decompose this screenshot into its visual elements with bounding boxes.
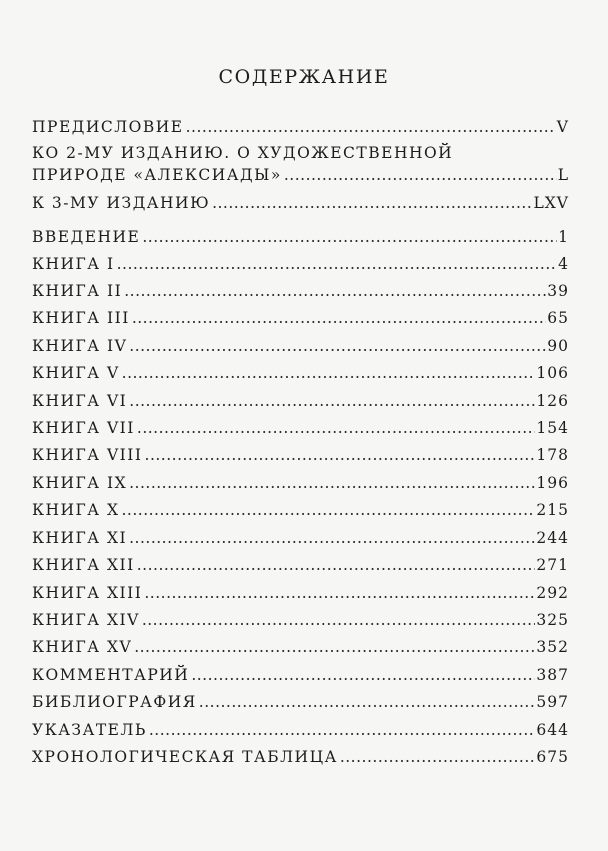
dot-leader: [129, 390, 535, 412]
toc-entry: [32, 444, 569, 466]
toc-entry-label: КНИГА XV: [32, 638, 133, 656]
dot-leader: [284, 164, 557, 186]
toc-entry-label: КНИГА X: [32, 501, 120, 519]
toc-entry: [32, 226, 569, 248]
dot-leader: [199, 691, 536, 713]
toc-entry-page: 244: [536, 529, 569, 547]
toc-entry-label: ХРОНОЛОГИЧЕСКАЯ ТАБЛИЦА: [32, 748, 338, 766]
toc-entry-page: 215: [536, 501, 569, 519]
toc-entry-label: КНИГА IV: [32, 337, 128, 355]
toc-entry-label: УКАЗАТЕЛЬ: [32, 721, 147, 739]
toc-entry-page: 4: [558, 255, 569, 273]
toc-entry-page: 126: [536, 392, 569, 410]
toc-entry-label: КНИГА XII: [32, 556, 135, 574]
dot-leader: [122, 499, 536, 521]
dot-leader: [134, 636, 535, 658]
toc-entry: [32, 335, 569, 357]
dot-leader: [145, 444, 536, 466]
toc-entry: [32, 142, 569, 186]
dot-leader: [149, 719, 536, 741]
toc-entry-label: ПРИРОДЕ «АЛЕКСИАДЫ»: [32, 166, 282, 184]
dot-leader: [340, 746, 536, 768]
toc-entry-label: КНИГА XIV: [32, 611, 140, 629]
toc-entry: [32, 362, 569, 384]
toc-entry-label: КНИГА II: [32, 282, 123, 300]
toc-entry-page: 196: [536, 474, 569, 492]
toc-entry-page: 292: [536, 584, 569, 602]
dot-leader: [137, 554, 536, 576]
toc-entry-page: 106: [536, 364, 569, 382]
toc-entry: [32, 499, 569, 521]
dot-leader: [129, 472, 535, 494]
toc-entry: [32, 664, 569, 686]
toc-entry-label: ПРЕДИСЛОВИЕ: [32, 118, 184, 136]
toc-entry-label: КНИГА I: [32, 255, 115, 273]
dot-leader: [124, 280, 546, 302]
toc-entry: [32, 582, 569, 604]
toc-entry-label: КНИГА XIII: [32, 584, 143, 602]
toc-entry: [32, 691, 569, 713]
toc-entry-page: 154: [536, 419, 569, 437]
dot-leader: [129, 335, 546, 357]
dot-leader: [186, 116, 556, 138]
dot-leader: [137, 417, 536, 439]
toc-entry-page: L: [557, 166, 569, 184]
toc-entry: [32, 719, 569, 741]
toc-entry: [32, 116, 569, 138]
toc-entry-page: 644: [536, 721, 569, 739]
toc-entry-page: 271: [536, 556, 569, 574]
dot-leader: [142, 609, 536, 631]
toc-entry: [32, 253, 569, 275]
toc-entry-label-line1: КО 2-МУ ИЗДАНИЮ. О ХУДОЖЕСТВЕННОЙ: [32, 144, 454, 162]
toc-entry: [32, 609, 569, 631]
dot-leader: [132, 307, 546, 329]
dot-leader: [142, 226, 557, 248]
toc-entry-page: V: [556, 118, 569, 136]
toc-entry-page: 1: [558, 228, 569, 246]
toc-entry-page: 325: [536, 611, 569, 629]
toc-entry-label: КНИГА IX: [32, 474, 128, 492]
toc-entry-label: КНИГА V: [32, 364, 120, 382]
toc-entry-page: 39: [547, 282, 569, 300]
toc-entry: [32, 527, 569, 549]
toc-entry-label: КНИГА III: [32, 309, 130, 327]
toc-entry: [32, 192, 569, 214]
toc-entry-label: КНИГА VII: [32, 419, 135, 437]
dot-leader: [212, 192, 532, 214]
dot-leader: [117, 253, 558, 275]
toc-entry: [32, 390, 569, 412]
toc-entry-label: ВВЕДЕНИЕ: [32, 228, 141, 246]
toc-entry-label: КНИГА VI: [32, 392, 128, 410]
toc-entry-page: 178: [536, 446, 569, 464]
toc-entry: [32, 554, 569, 576]
toc-entry-label: КНИГА XI: [32, 529, 128, 547]
toc-entry-page: 597: [536, 693, 569, 711]
toc-entry-page: LXV: [533, 194, 569, 212]
toc-entry: [32, 280, 569, 302]
toc-entry-page: 352: [536, 638, 569, 656]
toc-entry-page: 387: [536, 666, 569, 684]
toc-entry-page: 90: [547, 337, 569, 355]
dot-leader: [129, 527, 535, 549]
toc-entry-label: КОММЕНТАРИЙ: [32, 666, 190, 684]
dot-leader: [122, 362, 536, 384]
toc-entry: [32, 472, 569, 494]
dot-leader: [191, 664, 535, 686]
toc-entry: [32, 307, 569, 329]
toc-entry: [32, 746, 569, 768]
toc-entry: [32, 636, 569, 658]
toc-entry-page: 65: [547, 309, 569, 327]
toc-entry-label: КНИГА VIII: [32, 446, 143, 464]
toc-entry-label: К 3-МУ ИЗДАНИЮ: [32, 194, 211, 212]
toc-entry-page: 675: [536, 748, 569, 766]
dot-leader: [144, 582, 535, 604]
toc-entry-label: БИБЛИОГРАФИЯ: [32, 693, 197, 711]
toc-entry: [32, 417, 569, 439]
toc-title: СОДЕРЖАНИЕ: [218, 66, 390, 88]
